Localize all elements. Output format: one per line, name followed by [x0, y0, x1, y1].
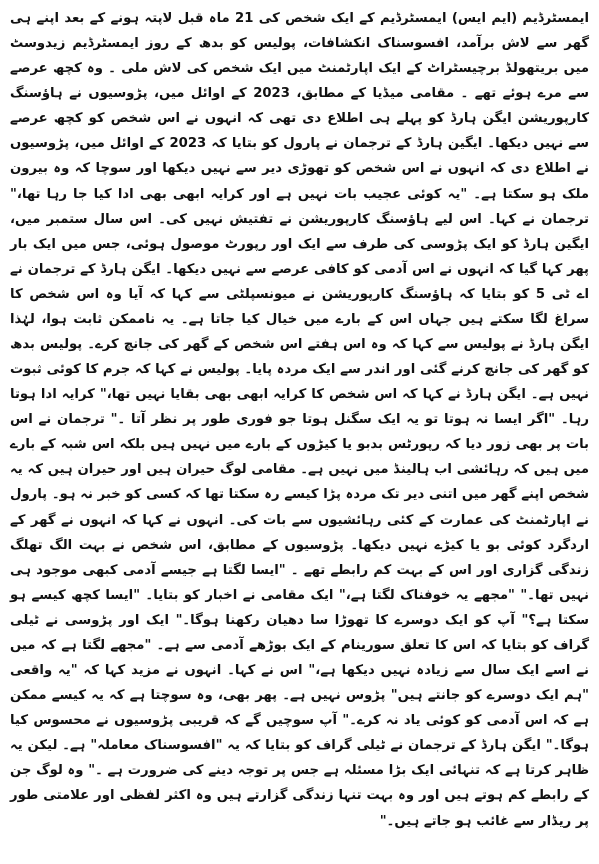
article-body: ایمسٹرڈیم (ایم ایس) ایمسٹرڈیم کے ایک شخص کی 21 ماہ قبل لاپتہ ہونے کے بعد اپنے ہی گھر سے لاش برآمد، افسوسناک انکشافات، پولیس کو بدھ کے روز ایمسٹرڈیم زیدوسٹ میں بریتھولڈ برچیسٹراٹ کے ایک اپارٹمنٹ میں ایک شخص کی لاش ملی ۔ وہ کچھ عرصے سے مرے ہوئے تھے ۔ مقامی میڈیا کے مطابق، 2023 کے اوائل میں، پڑوسیوں نے ہاؤسنگ کارپوریشن ایگن ہارڈ کو پہلے ہی اطلاع دی تھی کہ انہوں نے اس شخص کو کچھ عرصے سے نہیں دیکھا۔ ایگین ہارڈ کے ترجمان نے پارول کو بتایا کہ 2023 کے اوائل میں، پڑوسیوں نے اطلاع دی کہ انہوں نے اس شخص کو تھوڑی دیر سے نہیں دیکھا اور سوچا کہ وہ بیرون ملک ہو سکتا ہے۔ "یہ کوئی عجیب بات نہیں ہے اور کرایہ ابھی بھی ادا کیا جا رہا تھا،" ترجمان نے کہا۔ اس لیے ہاؤسنگ کارپوریشن نے تفتیش نہیں کی۔ اس سال ستمبر میں، ایگین ہارڈ کو ایک پڑوسی کی طرف سے ایک اور رپورٹ موصول ہوئی، جس میں ایک بار پھر کہا گیا کہ انہوں نے اس آدمی کو کافی عرصے سے نہیں دیکھا۔ ایگن ہارڈ کے ترجمان نے اے ٹی 5 کو بتایا کہ ہاؤسنگ کارپوریشن نے میونسپلٹی سے کہا کہ آیا وہ اس شخص کا سراغ لگا سکتے ہیں جہاں اس کے بارے میں خیال کیا جاتا ہے۔ یہ ناممکن ثابت ہوا، لہٰذا ایگن ہارڈ نے پولیس سے کہا کہ وہ اس ہفتے اس شخص کے گھر کی جانچ کرے۔ پولیس بدھ کو گھر کی جانچ کرنے گئی اور اندر سے ایک مردہ پایا۔ پولیس نے کہا کہ جرم کا کوئی ثبوت نہیں ہے۔ ایگن ہارڈ نے کہا کہ اس شخص کا کرایہ ابھی بھی بقایا نہیں تھا،" کرایہ ادا ہوتا رہا۔ "اگر ایسا نہ ہوتا تو یہ ایک سگنل ہوتا جو فوری طور پر نظر آتا ۔" ترجمان نے اس بات پر بھی زور دیا کہ رپورٹس بدبو یا کیڑوں کے بارے میں نہیں ہیں بلکہ اس شبہ کے بارے میں ہیں کہ رہائشی اب ہالینڈ میں نہیں ہے۔ مقامی لوگ حیران ہیں اور حیران ہیں کہ یہ شخص اپنے گھر میں اتنی دیر تک مردہ پڑا کیسے رہ سکتا تھا کہ کسی کو خبر نہ ہو۔ پارول نے اپارٹمنٹ کی عمارت کے کئی رہائشیوں سے بات کی۔ انہوں نے کہا کہ انہوں نے گھر کے اردگرد کوئی بو یا کیڑے نہیں دیکھا۔ پڑوسیوں کے مطابق، اس شخص نے بہت الگ تھلگ زندگی گزاری اور اس کے بہت کم رابطے تھے ۔ "ایسا لگتا ہے جیسے آدمی کبھی موجود ہی نہیں تھا۔" "مجھے یہ خوفناک لگتا ہے،" ایک مقامی نے اخبار کو بتایا۔ "ایسا کچھ کیسے ہو سکتا ہے؟" آپ کو ایک دوسرے کا تھوڑا سا دھیان رکھنا ہوگا۔" ایک اور پڑوسی نے ٹیلی گراف کو بتایا کہ اس کا تعلق سورینام کے ایک بوڑھے آدمی سے ہے۔ "مجھے لگتا ہے کہ میں نے اسے ایک سال سے زیادہ نہیں دیکھا ہے،" اس نے کہا۔ انہوں نے مزید کہا کہ "یہ واقعی "ہم ایک دوسرے کو جانتے ہیں" پڑوس نہیں ہے۔ پھر بھی، وہ سوچتا ہے کہ یہ کیسے ممکن ہے کہ اس آدمی کو کوئی یاد نہ کرے۔" آپ سوچیں گے کہ قریبی پڑوسیوں نے محسوس کیا ہوگا۔" ایگن ہارڈ کے ترجمان نے ٹیلی گراف کو بتایا کہ یہ "افسوسناک معاملہ" ہے۔ لیکن یہ ظاہر کرتا ہے کہ تنہائی ایک بڑا مسئلہ ہے جس پر توجہ دینے کی ضرورت ہے ۔" وہ لوگ جن کے رابطے کم ہوتے ہیں اور وہ بہت تنہا زندگی گزارتے ہیں وہ اکثر لفظی اور علامتی طور پر ریڈار سے غائب ہو جاتے ہیں۔" [10, 11, 590, 829]
